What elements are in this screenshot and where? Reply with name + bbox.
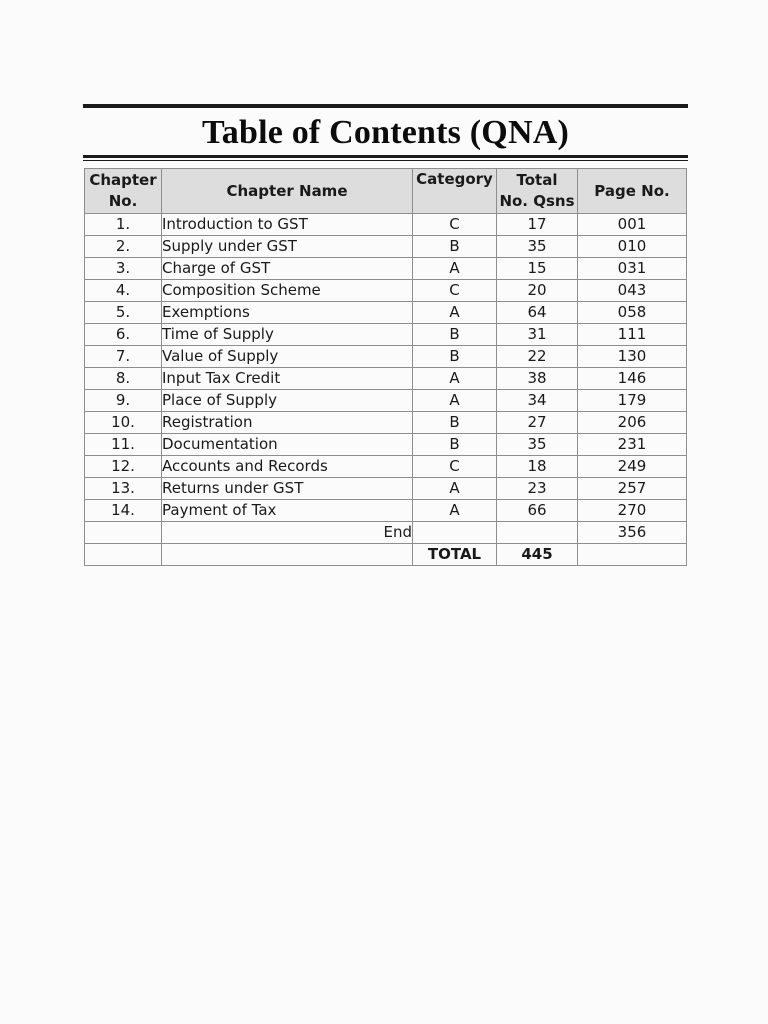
- chapter-no-cell: 13.: [85, 478, 162, 500]
- chapter-name-cell: Place of Supply: [162, 390, 413, 412]
- empty-cell: [578, 544, 687, 566]
- qsns-cell: 34: [497, 390, 578, 412]
- category-cell: A: [413, 500, 497, 522]
- chapter-name-cell: Exemptions: [162, 302, 413, 324]
- category-cell: A: [413, 478, 497, 500]
- page-no-cell: 031: [578, 258, 687, 280]
- qsns-cell: 20: [497, 280, 578, 302]
- chapter-name-cell: Introduction to GST: [162, 214, 413, 236]
- table-row: [85, 500, 687, 522]
- table-row: [85, 456, 687, 478]
- empty-cell: [413, 522, 497, 544]
- category-cell: B: [413, 412, 497, 434]
- title-rule-bottom-thin: [83, 160, 688, 161]
- qsns-cell: 31: [497, 324, 578, 346]
- category-cell: B: [413, 324, 497, 346]
- header-category: Category: [413, 169, 497, 214]
- page-no-cell: 111: [578, 324, 687, 346]
- page-no-cell: 043: [578, 280, 687, 302]
- chapter-name-cell: Returns under GST: [162, 478, 413, 500]
- chapter-no-cell: 9.: [85, 390, 162, 412]
- table-row: [85, 324, 687, 346]
- chapter-no-cell: 2.: [85, 236, 162, 258]
- chapter-name-cell: Input Tax Credit: [162, 368, 413, 390]
- chapter-no-cell: 4.: [85, 280, 162, 302]
- chapter-name-cell: Time of Supply: [162, 324, 413, 346]
- table-row: [85, 434, 687, 456]
- qsns-cell: 38: [497, 368, 578, 390]
- chapter-name-cell: Composition Scheme: [162, 280, 413, 302]
- header-total-line1: Total: [516, 171, 558, 189]
- chapter-no-cell: 14.: [85, 500, 162, 522]
- chapter-name-cell: Payment of Tax: [162, 500, 413, 522]
- table-row: [85, 302, 687, 324]
- qsns-cell: 27: [497, 412, 578, 434]
- chapter-no-cell: 1.: [85, 214, 162, 236]
- empty-cell: [85, 522, 162, 544]
- qsns-cell: 66: [497, 500, 578, 522]
- chapter-name-cell: Accounts and Records: [162, 456, 413, 478]
- end-page-no: 356: [578, 522, 687, 544]
- qsns-cell: 23: [497, 478, 578, 500]
- page-title: Table of Contents (QNA): [202, 114, 569, 151]
- category-cell: B: [413, 236, 497, 258]
- contents-table: [84, 168, 687, 566]
- page-no-cell: 270: [578, 500, 687, 522]
- table-row: [85, 368, 687, 390]
- category-cell: B: [413, 434, 497, 456]
- empty-cell: [85, 544, 162, 566]
- table-row: [85, 214, 687, 236]
- page-no-cell: 249: [578, 456, 687, 478]
- empty-cell: [162, 544, 413, 566]
- qsns-cell: 15: [497, 258, 578, 280]
- table-row: [85, 236, 687, 258]
- table-row: [85, 390, 687, 412]
- table-row: [85, 280, 687, 302]
- total-label: TOTAL: [413, 544, 497, 566]
- title-rule-bottom: [83, 155, 688, 158]
- category-cell: A: [413, 258, 497, 280]
- table-row: [85, 346, 687, 368]
- empty-cell: [497, 522, 578, 544]
- page-no-cell: 146: [578, 368, 687, 390]
- chapter-no-cell: 5.: [85, 302, 162, 324]
- page-no-cell: 206: [578, 412, 687, 434]
- chapter-name-cell: Supply under GST: [162, 236, 413, 258]
- category-cell: C: [413, 456, 497, 478]
- page-no-cell: 130: [578, 346, 687, 368]
- chapter-no-cell: 12.: [85, 456, 162, 478]
- qsns-cell: 18: [497, 456, 578, 478]
- category-cell: A: [413, 390, 497, 412]
- category-cell: C: [413, 280, 497, 302]
- table-row: [85, 478, 687, 500]
- end-row: [85, 522, 687, 544]
- title-rule-top: [83, 104, 688, 108]
- table-header: [85, 169, 687, 214]
- end-label: End: [162, 522, 413, 544]
- qsns-cell: 17: [497, 214, 578, 236]
- header-chapter-no-line2: No.: [108, 192, 138, 210]
- page-no-cell: 058: [578, 302, 687, 324]
- header-total-line2: No. Qsns: [499, 192, 575, 210]
- chapter-no-cell: 3.: [85, 258, 162, 280]
- qsns-cell: 35: [497, 434, 578, 456]
- qsns-cell: 35: [497, 236, 578, 258]
- table-row: [85, 258, 687, 280]
- chapter-name-cell: Registration: [162, 412, 413, 434]
- total-row: [85, 544, 687, 566]
- chapter-name-cell: Documentation: [162, 434, 413, 456]
- chapter-no-cell: 6.: [85, 324, 162, 346]
- chapter-no-cell: 10.: [85, 412, 162, 434]
- qsns-cell: 22: [497, 346, 578, 368]
- qsns-cell: 64: [497, 302, 578, 324]
- category-cell: B: [413, 346, 497, 368]
- page-no-cell: 231: [578, 434, 687, 456]
- table-body: [85, 214, 687, 566]
- header-chapter-no-line1: Chapter: [89, 171, 157, 189]
- category-cell: A: [413, 368, 497, 390]
- header-chapter-no: [85, 169, 162, 214]
- header-page-no: Page No.: [578, 169, 687, 214]
- header-chapter-name: Chapter Name: [162, 169, 413, 214]
- total-qsns: 445: [497, 544, 578, 566]
- chapter-name-cell: Value of Supply: [162, 346, 413, 368]
- category-cell: C: [413, 214, 497, 236]
- page-no-cell: 010: [578, 236, 687, 258]
- page-no-cell: 179: [578, 390, 687, 412]
- chapter-name-cell: Charge of GST: [162, 258, 413, 280]
- header-total-qsns: [497, 169, 578, 214]
- chapter-no-cell: 11.: [85, 434, 162, 456]
- category-cell: A: [413, 302, 497, 324]
- chapter-no-cell: 7.: [85, 346, 162, 368]
- page-no-cell: 001: [578, 214, 687, 236]
- page-no-cell: 257: [578, 478, 687, 500]
- chapter-no-cell: 8.: [85, 368, 162, 390]
- table-row: [85, 412, 687, 434]
